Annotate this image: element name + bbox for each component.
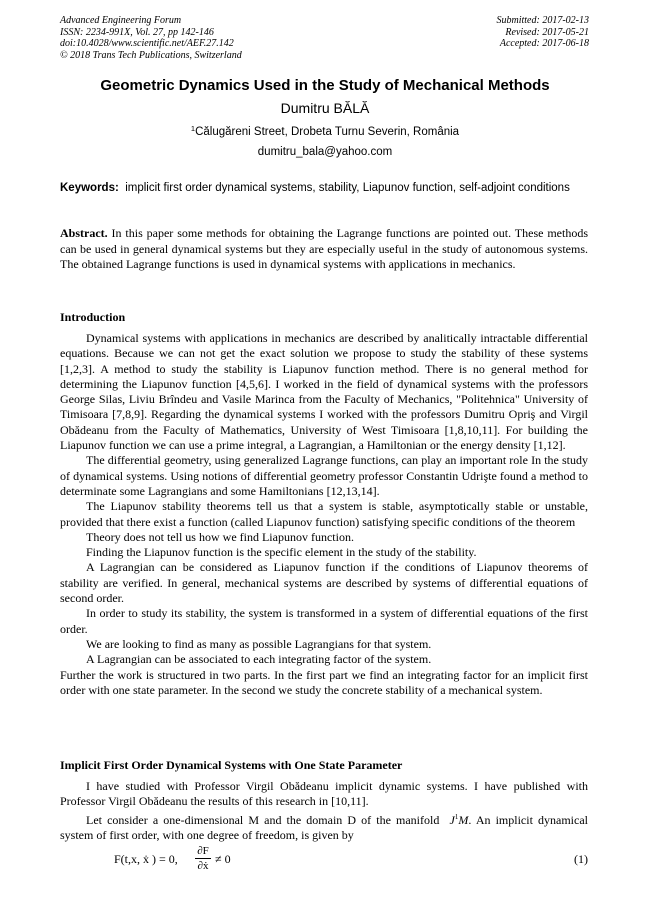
keywords-text: implicit first order dynamical systems, stability, Liapunov function, self-adjoint conditions	[125, 182, 570, 194]
introduction-heading: Introduction	[60, 310, 126, 324]
intro-paragraph: In order to study its stability, the system is transformed in a system of differential equations of the first order.	[60, 606, 588, 636]
fraction-bar	[195, 858, 211, 859]
introduction-body	[60, 331, 588, 698]
manifold-symbol-m: M	[458, 812, 469, 827]
manifold-text-before: Let consider a one-dimensional M and the domain D of the manifold	[86, 812, 440, 827]
affiliation-marker: 1	[190, 124, 196, 133]
intro-paragraph: A Lagrangian can be associated to each integrating factor of the system.	[86, 652, 432, 667]
journal-issn: ISSN: 2234-991X, Vol. 27, pp 142-146	[60, 26, 214, 38]
manifold-text-after: . An implicit dynamical system of first order, with one degree of freedom, is given by	[60, 812, 588, 842]
keywords	[60, 181, 588, 195]
equation-lhs: F(t,x, ẋ ) = 0,	[114, 852, 178, 866]
section-heading-implicit-systems: Implicit First Order Dynamical Systems with One State Parameter	[60, 758, 403, 772]
intro-final-paragraph: Further the work is structured in two parts. In the first part we find an integrating factor for an implicit first order with one state parameter. In the second we study the concrete stability of a mechanical system.	[60, 667, 588, 697]
keywords-label: Keywords:	[60, 182, 119, 194]
paper-title: Geometric Dynamics Used in the Study of Mechanical Methods	[100, 77, 550, 94]
intro-paragraph: Finding the Liapunov function is the specific element in the study of the stability.	[86, 545, 477, 560]
intro-paragraph: A Lagrangian can be considered as Liapunov function if the conditions of Liapunov theorems of stability are verified. In general, mechanical systems are described by systems of differential equations of second order.	[60, 560, 588, 606]
intro-paragraph: We are looking to find as many as possible Lagrangians for that system.	[86, 636, 432, 651]
abstract	[60, 226, 588, 273]
submission-dates	[497, 15, 590, 50]
intro-paragraph: Theory does not tell us how we find Liapunov function.	[86, 529, 354, 544]
fraction-denominator: ∂ẋ	[197, 860, 209, 872]
journal-copyright: © 2018 Trans Tech Publications, Switzerland	[60, 49, 242, 61]
manifold-symbol-j: J	[449, 812, 455, 827]
author-email[interactable]: dumitru_bala@yahoo.com	[257, 146, 393, 158]
section-paragraph: I have studied with Professor Virgil Obădeanu implicit dynamic systems. I have published with Professor Virgil Obădeanu the results of this research in [10,11].	[60, 779, 588, 809]
author-name: Dumitru BĂLĂ	[280, 100, 370, 116]
manifold-symbol-order: 1	[454, 812, 459, 821]
abstract-text: In this paper some methods for obtaining the Lagrange functions are pointed out. These methods can be used in general dynamical systems but they are especially useful in the study of autonomous systems. The obtained Lagrange functions is used in dynamical systems with applications in mechanics.	[60, 226, 588, 272]
section-body-implicit-systems	[60, 779, 588, 843]
intro-paragraph: Dynamical systems with applications in mechanics are described by analitically intractable differential equations. Because we can not get the exact solution we propose to study the stability of these systems [1,2,3]. A method to study the stability is Liapunov function method. There is no general method for determining the Liapunov function [4,5,6]. I worked in the field of dynamical systems with the professors George Silas, Liviu Brîndeu and Vasile Marinca from the Faculty of Mechanics, "Politehnica" University of Timisoara [7,8,9]. Regarding the dynamical systems I worked with the professors Dumitru Opriş and Virgil Obădeanu from the Faculty of Mathematics, University of West Timisoara [1,8,10,11]. For building the Liapunov function we can use a prime integral, a Lagrangian, a Hamiltonian or the energy density [1,12].	[60, 331, 588, 453]
equation-number: (1)	[574, 852, 588, 866]
abstract-label: Abstract.	[60, 226, 108, 240]
intro-paragraph: The differential geometry, using generalized Lagrange functions, can play an important role In the study of dynamical systems. Using notions of differential geometry professor Constantin Udrişte found a method to determinate some Lagrangians and some Hamiltonians [12,13,14].	[60, 453, 588, 498]
affiliation-text: Călugăreni Street, Drobeta Turnu Severin, România	[195, 126, 460, 138]
equation-relation: ≠ 0	[215, 852, 231, 866]
revised-date: Revised: 2017-05-21	[505, 26, 589, 38]
journal-name: Advanced Engineering Forum	[60, 15, 182, 26]
partial-derivative-fraction	[195, 845, 211, 872]
journal-info	[60, 15, 242, 61]
journal-doi: doi:10.4028/www.scientific.net/AEF.27.142	[60, 38, 234, 50]
submitted-date: Submitted: 2017-02-13	[496, 15, 589, 26]
intro-paragraph: The Liapunov stability theorems tell us that a system is stable, asymptotically stable or unstable, provided that there exist a function (called Liapunov function) satisfying specific conditions of the theorem	[60, 499, 588, 529]
fraction-numerator: ∂F	[197, 845, 209, 857]
equation-1	[60, 845, 588, 875]
author-affiliation	[0, 124, 650, 138]
section-paragraph-manifold	[60, 810, 588, 844]
accepted-date: Accepted: 2017-06-18	[499, 38, 589, 50]
